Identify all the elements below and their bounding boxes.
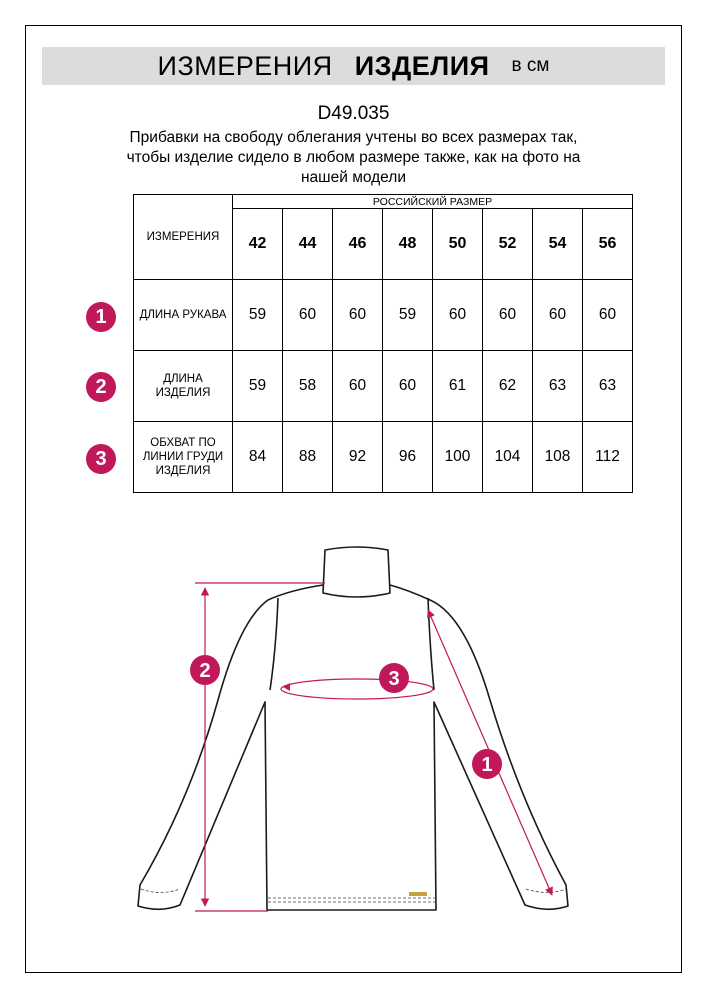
value-cell: 60 xyxy=(583,280,633,351)
value-cell: 60 xyxy=(533,280,583,351)
value-cell: 60 xyxy=(333,351,383,422)
value-cell: 92 xyxy=(333,422,383,493)
svg-text:2: 2 xyxy=(199,660,211,682)
row-badge-3: 3 xyxy=(86,444,116,474)
size-cell: 44 xyxy=(283,209,333,280)
value-cell: 60 xyxy=(283,280,333,351)
size-cell: 54 xyxy=(533,209,583,280)
row-badge-1: 1 xyxy=(86,302,116,332)
value-cell: 88 xyxy=(283,422,333,493)
value-cell: 112 xyxy=(583,422,633,493)
size-cell: 50 xyxy=(433,209,483,280)
value-cell: 63 xyxy=(533,351,583,422)
product-code: D49.035 xyxy=(317,103,390,124)
row-label: ДЛИНА ИЗДЕЛИЯ xyxy=(134,351,233,422)
diagram-badge-2 xyxy=(190,655,220,685)
value-cell: 63 xyxy=(583,351,633,422)
value-cell: 59 xyxy=(233,351,283,422)
fit-note: Прибавки на свободу облегания учтены во всех размерах так, чтобы изделие сидело в любом размере также, как на фото на нашей модели xyxy=(126,129,581,186)
size-cell: 56 xyxy=(583,209,633,280)
value-cell: 84 xyxy=(233,422,283,493)
value-cell: 59 xyxy=(233,280,283,351)
value-cell: 61 xyxy=(433,351,483,422)
size-cell: 42 xyxy=(233,209,283,280)
value-cell: 108 xyxy=(533,422,583,493)
value-cell: 60 xyxy=(333,280,383,351)
value-cell: 59 xyxy=(383,280,433,351)
measure-header: ИЗМЕРЕНИЯ xyxy=(134,195,233,280)
value-cell: 60 xyxy=(483,280,533,351)
size-cell: 46 xyxy=(333,209,383,280)
diagram-badge-3 xyxy=(379,663,409,693)
row-label: ОБХВАТ ПО ЛИНИИ ГРУДИ ИЗДЕЛИЯ xyxy=(134,422,233,493)
value-cell: 60 xyxy=(383,351,433,422)
chest-ellipse xyxy=(281,679,433,699)
header-word-measurements: ИЗМЕРЕНИЯ xyxy=(157,50,333,81)
size-header: РОССИЙСКИЙ РАЗМЕР xyxy=(233,195,633,209)
svg-text:3: 3 xyxy=(388,668,400,690)
garment-outline xyxy=(138,547,568,910)
size-cell: 52 xyxy=(483,209,533,280)
value-cell: 62 xyxy=(483,351,533,422)
row-badge-2: 2 xyxy=(86,372,116,402)
svg-text:1: 1 xyxy=(481,754,493,776)
header-word-product: ИЗДЕЛИЯ xyxy=(354,50,490,81)
value-cell: 60 xyxy=(433,280,483,351)
label-tag xyxy=(409,892,427,896)
row-label: ДЛИНА РУКАВА xyxy=(134,280,233,351)
value-cell: 58 xyxy=(283,351,333,422)
measurement-lines xyxy=(195,583,552,911)
size-cell: 48 xyxy=(383,209,433,280)
chest-arrow-head xyxy=(283,683,290,691)
diagram-badge-1 xyxy=(472,749,502,779)
value-cell: 100 xyxy=(433,422,483,493)
value-cell: 96 xyxy=(383,422,433,493)
header-unit: в см xyxy=(511,55,550,76)
value-cell: 104 xyxy=(483,422,533,493)
